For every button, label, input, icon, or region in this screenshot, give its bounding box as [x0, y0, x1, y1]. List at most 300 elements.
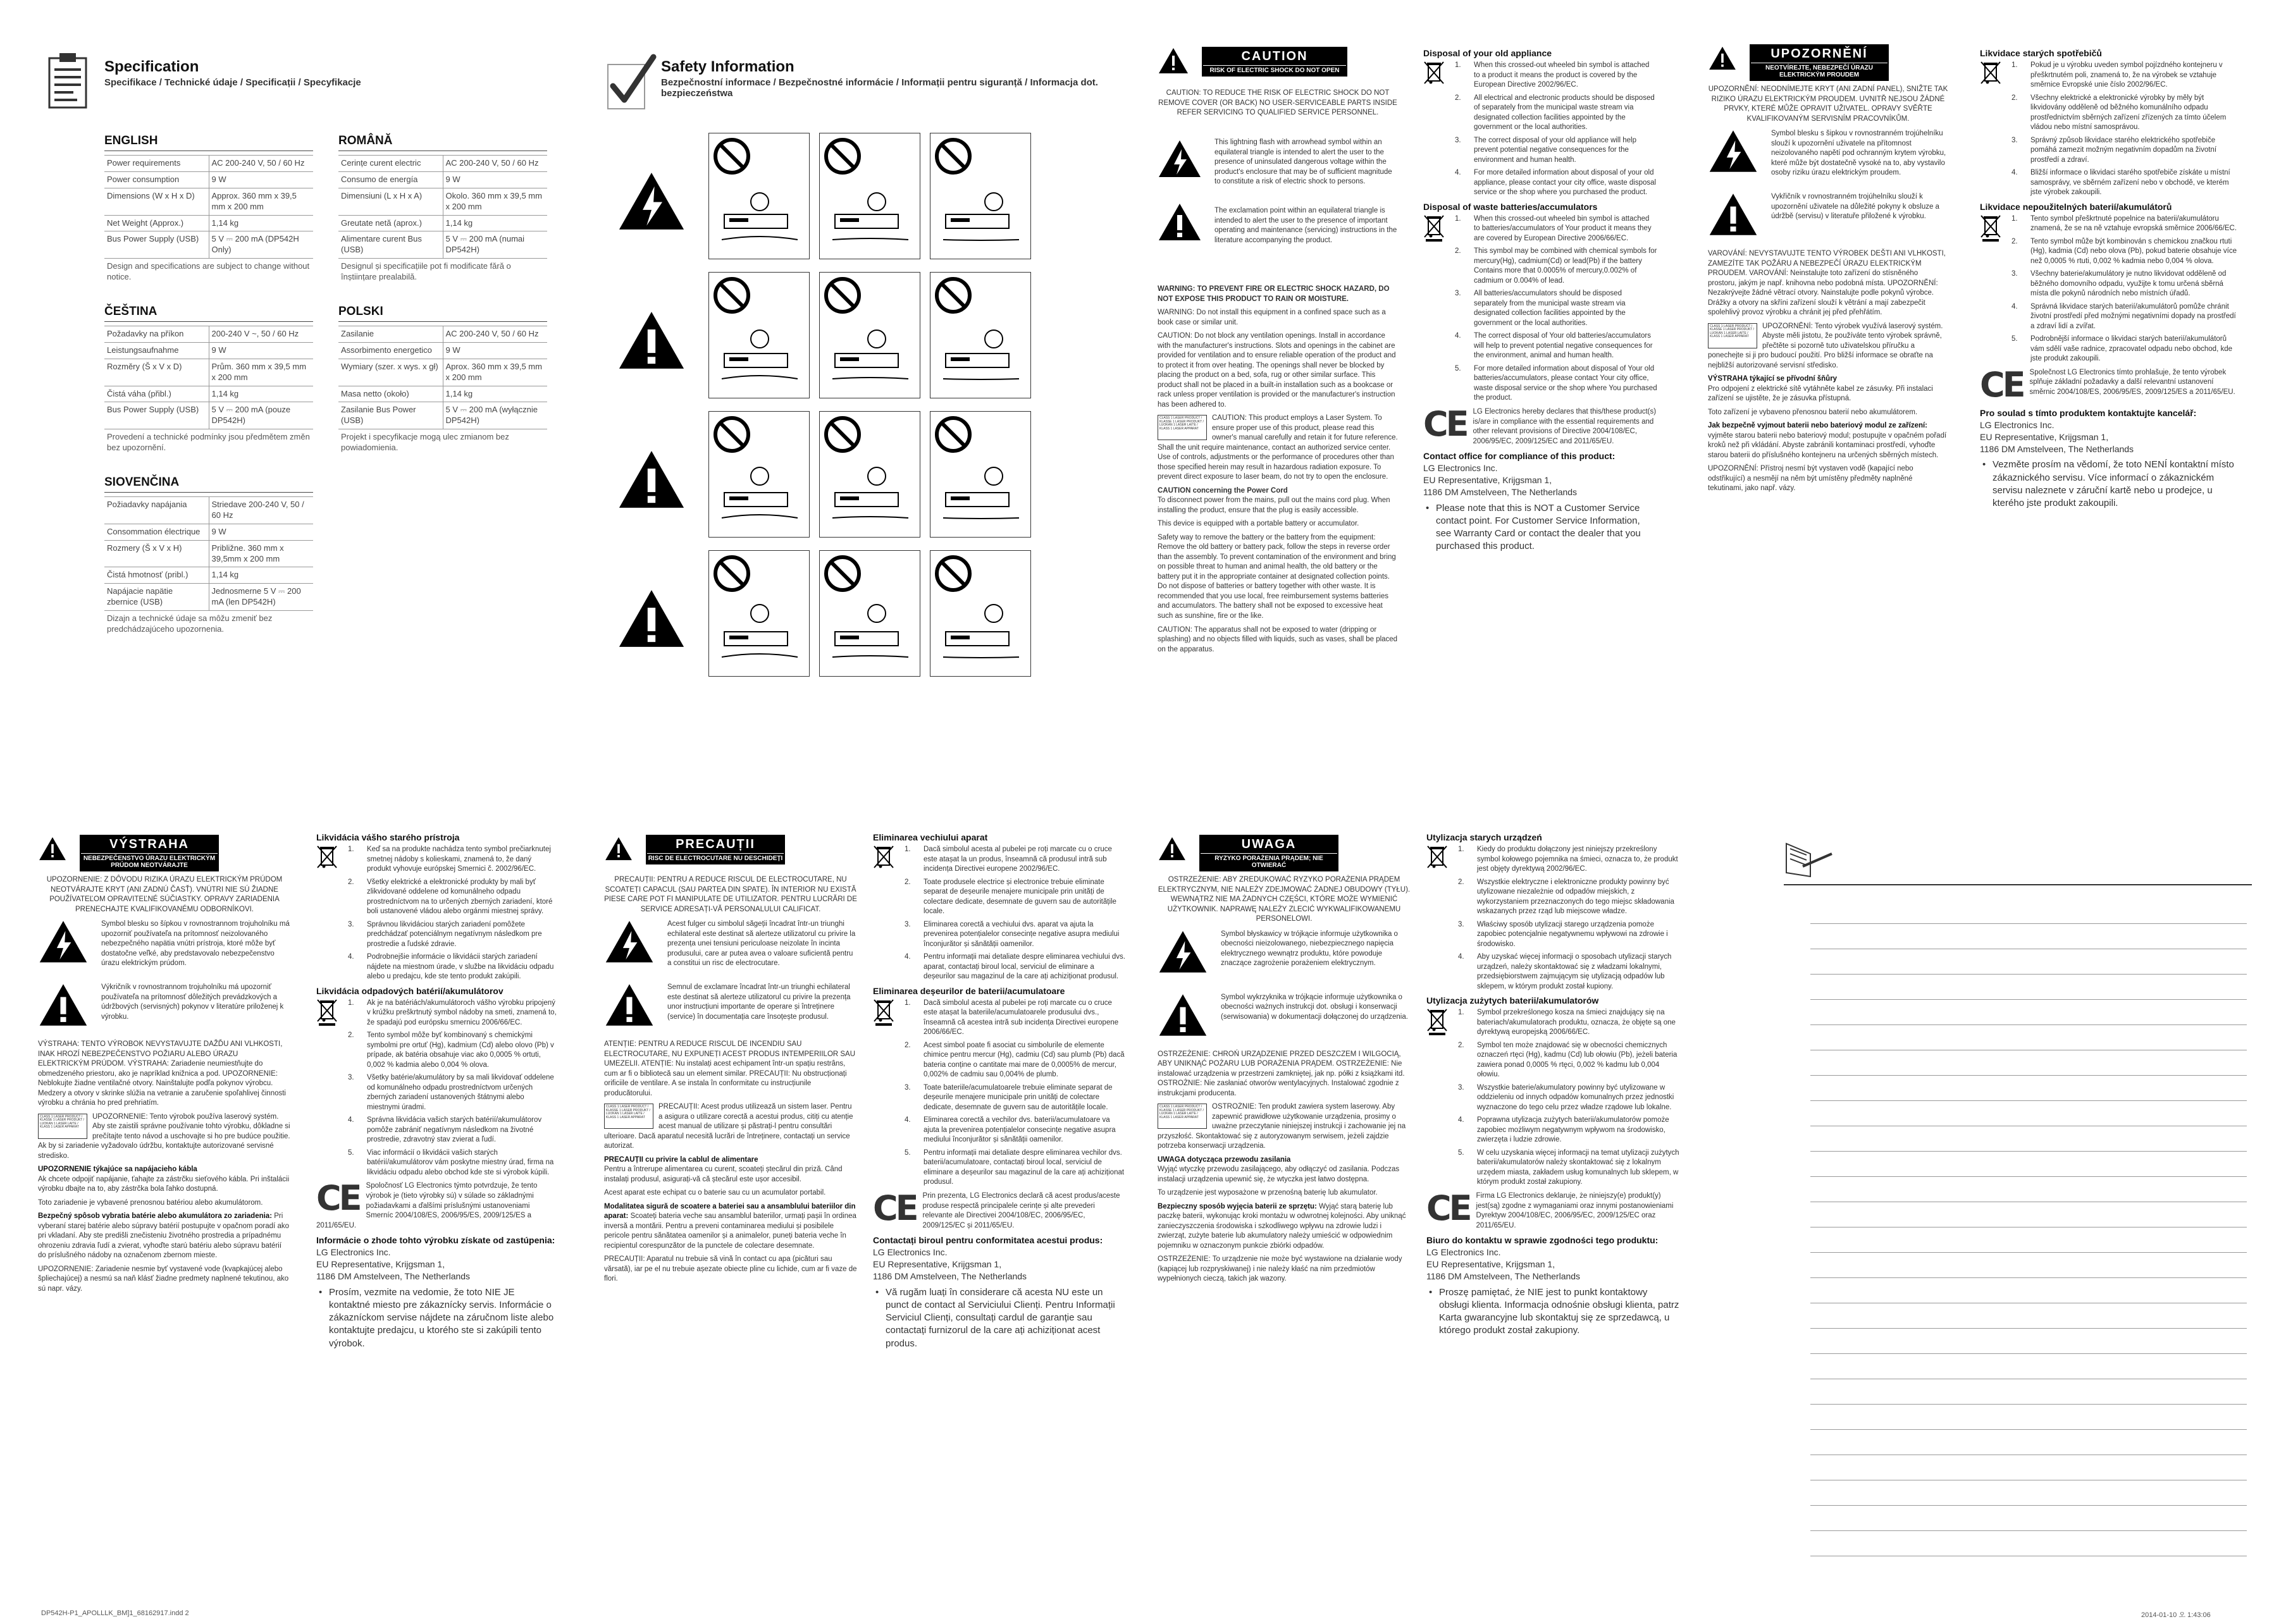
list-item: 4. Podrobnejšie informácie o likvidácii starých zariadení nájdete na miestnom úrade, v službe na likvidáciu odpadu alebo u predajcu, kde ste tento produkt zakúpili. [348, 953, 554, 981]
exclamation-text: The exclamation point within an equilateral triangle is intended to alert the user to the presence of important operating and maintenance (servicing) instructions in the literature accompanying the product. [1214, 207, 1397, 244]
ro-caution-column [604, 835, 857, 1581]
customer-service-note: • Prosím, vezmite na vedomie, že toto NIE JE kontaktné miesto pre zákaznícky servis. Informácie o zákazníckom servise nájdete na záručnom liste alebo kontaktujte predajcu, u ktorého ste si zakúpili tento výrobok. [316, 1286, 557, 1350]
lightning-text: Acest fulger cu simbolul săgeții încadrat într-un triunghi echilateral este destinat să alerteze utilizatorul cu privire la prezența unei tensiuni periculoase neizolate în incinta produsului, care ar putea avea o valoare suficientă pentru a constitui un risc de electrocutare. [667, 920, 856, 968]
safety-pictogram [819, 133, 920, 259]
list-item: 2. Symbol ten może znajdować się w obecności chemicznych oznaczeń rtęci (Hg), kadmu (Cd) lub ołowiu (Pb), jeżeli bateria zawiera ponad 0,0005 % rtęci, 0,002 % kadmu lub 0,004 ołowiu. [1458, 1041, 1678, 1079]
table-row: Rozmery (Š x V x H) Približne. 360 mm x 39,5mm x 200 mm [104, 540, 313, 567]
disposal-heading: Eliminarea deșeurilor de baterii/acumulatoare [873, 985, 1065, 996]
table-row: Bus Power Supply (USB) 5 V ⎓ 200 mA (DP542H Only) [104, 231, 313, 259]
list-item: 4. Aby uzyskać więcej informacji o sposobach utylizacji starych urządzeń, należy skontaktować się z władzami lokalnymi, przedsiębiorstwem zajmującym się utylizacją odpadów lub sklepem, w którym produkt został kupiony. [1458, 953, 1672, 990]
lightning-warning-icon [1158, 139, 1202, 178]
warning-paragraph: UPOZORNĚNÍ: Přístroj nesmí být vystaven vodě (kapající nebo odstřikující) a nesmějí na něm být umístěny předměty naplněné tekutinami, jako např. vázy. [1708, 465, 1913, 493]
ce-mark: CE [1980, 367, 2024, 403]
contact-heading: Contactați biroul pentru conformitatea acestui produs: [873, 1235, 1103, 1246]
table-row: Zasilanie Bus Power (USB) 5 V ⎓ 200 mA (wyłącznie DP542H) [338, 402, 547, 429]
laser-paragraph: CLASS 1 LASER PRODUCT / KLASSE 1 LASER PRODUKT / LUOKAN 1 LASER LAITE / KLASS 1 LASER APPARAT OSTROŻNIE: Ten produkt zawiera system laserowy. Aby zapewnić prawidłowe użytkowanie urządzenia, prosimy o uważne przeczytanie niniejszej instrukcji i zachowanie jej na przyszłość. Skontaktować się z autoryzowanym serwisem, jeżeli zajdzie potrzeba konserwacji urządzenia. [1158, 1103, 1406, 1150]
address-line: EU Representative, Krijgsman 1, [1980, 431, 2109, 442]
spec-table [338, 155, 547, 285]
list-item: 2. Acest simbol poate fi asociat cu simbolurile de elemente chimice pentru mercur (Hg), cadmiu (Cd) sau plumb (Pb) dacă bateria conține o cantitate mai mare de 0,0005% de mercur, 0,002% de cadmiu sau 0,004% de plumb. [905, 1041, 1125, 1079]
address-line: 1186 DM Amstelveen, The Netherlands [873, 1270, 1027, 1281]
table-row: Zasilanie AC 200-240 V, 50 / 60 Hz [338, 326, 547, 343]
device-illustration-icon [826, 461, 915, 531]
safety-pictogram [930, 411, 1031, 538]
address-line: LG Electronics Inc. [316, 1246, 391, 1257]
device-illustration-icon [937, 322, 1025, 391]
cz-disposal-column [1980, 44, 2239, 772]
safety-pictogram [708, 550, 810, 677]
exclamation-text: Výkričník v rovnostrannom trojuholníku má upozorniť používateľa na prítomnosť dôležitých prevádzkových a údržbových (servisných) pokynov v literatúre priloženej k výrobku. [101, 983, 284, 1021]
note-line [1810, 1530, 2247, 1531]
device-illustration-icon [715, 322, 804, 391]
prohibition-icon [824, 555, 862, 593]
crossed-bin-icon [873, 999, 894, 1026]
lang-heading: ČEŠTINA [104, 305, 313, 322]
table-row: Rozměry (Š x V x D) Prům. 360 mm x 39,5 mm x 200 mm [104, 359, 313, 386]
safety-pictogram [930, 272, 1031, 398]
spec-title: Specification [104, 58, 199, 75]
crossed-bin-icon [1423, 214, 1445, 242]
list-item: 3. The correct disposal of your old appliance will help prevent potential negative consequences for the environment and human health. [1455, 136, 1636, 164]
contact-block [873, 1234, 1126, 1283]
address-line: EU Representative, Krijgsman 1, [1423, 474, 1552, 485]
device-illustration-icon [715, 183, 804, 252]
caution-label: UWAGA RYZYKO PORAŻENIA PRĄDEM; NIE OTWIERAĆ [1199, 835, 1338, 871]
contact-heading: Pro soulad s tímto produktem kontaktujte kancelář: [1980, 407, 2197, 418]
list-item: 1. Dacă simbolul acesta al pubelei pe roți marcate cu o cruce este atașat la un produs, înseamnă că produsul intră sub incidența Directivei europene 2002/96/EC. [905, 846, 1112, 873]
checkmark-icon [604, 51, 661, 114]
list-item: 1. When this crossed-out wheeled bin symbol is attached to batteries/accumulators of Your product it means they are covered by European Directive 2006/66/EC. [1455, 214, 1652, 242]
ce-declaration: CE Společnost LG Electronics tímto prohlašuje, že tento výrobek splňuje základní požadavky a další relevantní ustanovení směrnic 2004/108/ES, 2006/95/ES, 2009/125/ES a 2011/65/EU. [1980, 367, 2235, 403]
spec-table [338, 326, 547, 456]
safety-pictogram-grid [604, 133, 1129, 765]
note-line [1810, 1277, 2247, 1278]
spec-note: Projekt i specyfikacje mogą ulec zmianom bez powiadomienia. [341, 432, 509, 453]
lightning-text: This lightning flash with arrowhead symbol within an equilateral triangle is intended to alert the user to the presence of uninsulated dangerous voltage within the product's enclosure that may be of sufficient magnitude to constitute a risk of electric shock to persons. [1214, 138, 1392, 186]
warning-paragraph: Acest aparat este echipat cu o baterie sau cu un acumulator portabil. [604, 1189, 826, 1197]
note-line [1810, 1429, 2247, 1430]
safety-subtitle: Bezpečnostní informace / Bezpečnostné informácie / Informații pentru siguranță / Informacja dot. bezpieczeństwa [661, 77, 1098, 99]
table-row: Net Weight (Approx.) 1,14 kg [104, 215, 313, 231]
power-cord-heading: UWAGA dotycząca przewodu zasilania [1158, 1155, 1291, 1164]
ro-disposal-column [873, 828, 1126, 1575]
laser-paragraph: CLASS 1 LASER PRODUCT / KLASSE 1 LASER PRODUKT / LUOKAN 1 LASER LAITE / KLASS 1 LASER APPARAT UPOZORNĚNÍ: Tento výrobek využívá laserový systém. Abyste měli jistotu, že používáte tento výrobek správně, přečtěte si pozorně tuto uživatelskou příručku a ponechejte si ji pro budoucí použití. Pro bližší informace se obraťte na nejbližší autorizované servisní středisko. [1708, 322, 1943, 369]
pl-disposal-column [1426, 828, 1679, 1575]
battery-list [1423, 214, 1657, 403]
laser-label: CLASS 1 LASER PRODUCT / KLASSE 1 LASER PRODUKT / LUOKAN 1 LASER LAITE / KLASS 1 LASER APPARAT [1708, 323, 1757, 348]
note-line [1810, 974, 2247, 975]
battery-list [316, 999, 557, 1178]
battery-removal-paragraph: Bezpečný spôsob vybratia batérie alebo akumulátora zo zariadenia: Pri vyberaní starej batérie alebo súpravy batérií postupujte v opačnom poradí ako pri vkladaní. Aby ste predišli znečisteniu životného prostredia a prípadnému ohrozeniu zdravia ľudí a zvierat, vyhoďte starú batériu alebo súpravu batérií do príslušného nádoby na označenom zbernom mieste. [38, 1212, 289, 1260]
customer-service-note: • Please note that this is NOT a Customer Service contact point. For Customer Service Information, see Warranty Card or contact the dealer that you purchased this product. [1423, 502, 1657, 553]
power-cord-heading: CAUTION concerning the Power Cord [1158, 486, 1288, 495]
list-item: 3. All batteries/accumulators should be disposed separately from the municipal waste stream via designated collection facilities appointed by the government or the local authorities. [1455, 290, 1626, 327]
prohibition-icon [824, 276, 862, 314]
prohibition-icon [934, 276, 972, 314]
prohibition-icon [934, 415, 972, 453]
device-illustration-icon [826, 600, 915, 670]
warning-paragraph: OSTRZEŻENIE: To urządzenie nie może być wystawione na działanie wody (kapiącej lub rozpryskiwanej) i nie należy kłaść na nim przedmiotów wypełnionych cieczą, takich jak wazony. [1158, 1255, 1402, 1283]
spec-panel [38, 44, 557, 715]
warning-paragraph: OSTRZEŻENIE: CHROŃ URZĄDZENIE PRZED DESZCZEM I WILGOCIĄ, ABY UNIKNĄĆ POŻARU LUB PORAŻENIA PRĄDEM. OSTRZEŻENIE: Nie instalować urządzenia w przestrzeni zamkniętej, jak np. półki z książkami itd. OSTROŻNIE: Nie zasłaniać otworów wentylacyjnych. Instalować zgodnie z instrukcjami producenta. [1158, 1050, 1405, 1097]
address-line: 1186 DM Amstelveen, The Netherlands [1423, 486, 1578, 497]
table-row: Wymiary (szer. x wys. x gł) Aprox. 360 mm x 39,5 mm x 200 mm [338, 359, 547, 386]
laser-paragraph: CLASS 1 LASER PRODUCT / KLASSE 1 LASER PRODUKT / LUOKAN 1 LASER LAITE / KLASS 1 LASER APPARAT CAUTION: This product employs a Laser System. To ensure proper use of this product, please read this owner's manual carefully and retain it for future reference. Shall the unit require maintenance, contact an authorized service center. Use of controls, adjustments or the performance of procedures other than those specified herein may result in hazardous radiation exposure. To prevent direct exposure to laser beam, do not try to open the enclosure. [1158, 414, 1398, 481]
exclamation-warning-icon [1708, 192, 1758, 237]
table-row: Power requirements AC 200-240 V, 50 / 60 Hz [104, 156, 313, 172]
disposal-list [316, 845, 557, 982]
exclamation-warning-icon [1158, 993, 1208, 1037]
pl-caution-column [1158, 835, 1411, 1581]
customer-service-note: • Proszę pamiętać, że NIE jest to punkt kontaktowy obsługi klienta. Informacja odnośnie obsługi klienta, patrz Karta gwarancyjne lub skontaktuj się ze sprzedawcą, u którego produkt został zakupiony. [1426, 1286, 1679, 1338]
warning-paragraph: ATENȚIE: PENTRU A REDUCE RISCUL DE INCENDIU SAU ELECTROCUTARE, NU EXPUNEȚI ACEST PRODUS INTEMPERIILOR SAU UMEZELII. ATENȚIE: Nu instalați acest echipament într-un spațiu restrâns, cum ar fi o bibliotecă sau un element similar. PRECAUȚII: Nu obstrucționați orificiile de ventilare. A se instala în conformitate cu instrucțiunile producătorului. [604, 1040, 856, 1097]
disposal-heading: Likvidace nepoužitelných baterií/akumulátorů [1980, 201, 2172, 212]
table-row: Požiadavky napájania Striedave 200-240 V, 50 / 60 Hz [104, 497, 313, 524]
safety-pictogram [819, 550, 920, 677]
note-line [1810, 1100, 2247, 1101]
customer-service-note: • Vezměte prosím na vědomí, že toto NENÍ kontaktní místo zákaznického servisu. Více informací o zákaznickém servisu naleznete v záruční kartě nebo u prodejce, u kterého jste produkt zakoupili. [1980, 458, 2239, 510]
list-item: 3. Všechny baterie/akumulátory je nutno likvidovat odděleně od běžného domovního odpadu, využijte k tomu určená sběrná místa dle pokynů národních nebo místních úřadů. [2011, 270, 2227, 298]
exclamation-warning-icon [1158, 202, 1202, 242]
safety-panel [604, 44, 1129, 790]
warning-paragraph: Safety way to remove the battery or the battery from the equipment: Remove the old battery or battery pack, follow the steps in reverse order than the assembly. To prevent contamination of the environment and bring on possible threat to human and animal health, the old battery or the battery put it in the appropriate container at designated collection points. Do not dispose of batteries or battery together with other waste. It is recommended that you use local, free reimbursement systems batteries and accumulators. The battery shall not be exposed to excessive heat such as sunshine, fire or the like. [1158, 533, 1396, 620]
device-illustration-icon [826, 183, 915, 252]
caution-lead: CAUTION: TO REDUCE THE RISK OF ELECTRIC SHOCK DO NOT REMOVE COVER (OR BACK) NO USER-SERVICEABLE PARTS INSIDE REFER SERVICING TO QUALIFIED SERVICE PERSONNEL. [1158, 89, 1397, 117]
disposal-heading: Utylizacja starych urządzeń [1426, 832, 1542, 842]
cz-caution-column [1708, 44, 1948, 772]
list-item: 4. Poprawna utylizacja zużytych baterii/akumulatorów pomoże zapobiec możliwym negatywnym wpływom na środowisko, zwierzęta i ludzie zdrowie. [1458, 1116, 1669, 1144]
list-item: 3. Wszystkie baterie/akumulatory powinny być utylizowane w oddzieleniu od innych odpadów komunalnych przez jednostki wyznaczone do tego celu przez władze rządowe lub lokalne. [1458, 1083, 1674, 1111]
contact-block [1980, 407, 2239, 455]
warning-triangle-icon [1708, 46, 1737, 71]
list-item: 1. Pokud je u výrobku uveden symbol pojízdného kontejneru v přeškrtnutém poli, znamená to, že na výrobek se vztahuje směrnice Evropské unie číslo 2002/96/EC. [2011, 61, 2223, 89]
crossed-bin-icon [1980, 214, 2001, 242]
list-item: 2. All electrical and electronic products should be disposed of separately from the municipal waste stream via designated collection facilities appointed by the government or the local authorities. [1455, 94, 1655, 132]
list-item: 4. Pentru informații mai detaliate despre eliminarea vechiului dvs. aparat, contactați biroul local, serviciul de eliminare a deșeurilor sau magazinul de la care ați achiziționat produsul. [905, 953, 1125, 981]
safety-pictogram [708, 272, 810, 398]
customer-service-note: • Vă rugăm luați în considerare că acesta NU este un punct de contact al Serviciului Clienți. Pentru Informații Serviciul Clienți, consultați cardul de garanție sau contactați furnizorul de la care ați achiziționat acest produs. [873, 1286, 1126, 1350]
footer-timestamp: 2014-01-10 오 1:43:06 [2141, 1611, 2211, 1619]
list-item: 2. Všechny elektrické a elektronické výrobky by měly být likvidovány odděleně od běžného komunálního odpadu prostřednictvím sběrných zařízení zřízených za tímto účelem vládou nebo místní samosprávou. [2011, 94, 2227, 132]
safety-pictogram [930, 550, 1031, 677]
en-disposal-column [1423, 44, 1657, 772]
laser-label: CLASS 1 LASER PRODUCT / KLASSE 1 LASER PRODUKT / LUOKAN 1 LASER LAITE / KLASS 1 LASER APPARAT [1158, 415, 1207, 440]
list-item: 2. Všetky elektrické a elektronické produkty by mali byť zlikvidované oddelene od komunálneho odpadu prostredníctvom na to určených zberných zariadení, ktoré boli ustanovené vládou alebo orgánmi miestnej správy. [348, 878, 553, 916]
disposal-heading: Likvidácia odpadových batérií/akumulátorov [316, 985, 504, 996]
disposal-heading: Eliminarea vechiului aparat [873, 832, 988, 842]
battery-list [873, 999, 1126, 1188]
table-row: Dimensiuni (L x H x A) Okolo. 360 mm x 39,5 mm x 200 mm [338, 188, 547, 215]
disposal-list [1423, 61, 1657, 198]
contact-heading: Biuro do kontaktu w sprawie zgodności tego produktu: [1426, 1235, 1659, 1246]
laser-paragraph: CLASS 1 LASER PRODUCT / KLASSE 1 LASER PRODUKT / LUOKAN 1 LASER LAITE / KLASS 1 LASER APPARAT PRECAUȚII: Acest produs utilizează un sistem laser. Pentru a asigura o utilizare corectă a acestui produs, citiți cu atenție acest manual de utilizare și păstrați-l pentru consultări ulterioare. Dacă aparatul necesită lucrări de întreținere, contactați un service autorizat. [604, 1103, 853, 1150]
ce-mark: CE [1423, 407, 1467, 444]
table-row: Assorbimento energetico 9 W [338, 342, 547, 359]
table-row: Napájacie napätie zbernice (USB) Jednosmerne 5 V ⎓ 200 mA (len DP542H) [104, 584, 313, 611]
spec-subtitle: Specifikace / Technické údaje / Specificații / Specyfikacje [104, 77, 361, 88]
list-item: 5. W celu uzyskania więcej informacji na temat utylizacji zużytych baterii/akumulatorów należy skontaktować się z lokalnym urzędem miasta, zakładem usług komunalnych lub sklepem, w którym produkt został zakupiony. [1458, 1148, 1679, 1186]
exclamation-warning-icon [617, 588, 686, 649]
note-line [1810, 1404, 2247, 1405]
ce-declaration: CE Spoločnosť LG Electronics týmto potvrdzuje, že tento výrobok je (tieto výrobky sú) v súlade so základnými požiadavkami a ďalšími príslušnými ustanoveniami Smerníc 2004/108/ES, 2006/95/ES, 2009/125/ES a 2011/65/EU. [316, 1181, 538, 1229]
ce-declaration: CE Firma LG Electronics deklaruje, że niniejszy(e) produkt(y) jest(są) zgodne z wymaganiami oraz innymi postanowieniami Dyrektyw 2004/108/EC, 2006/95/EC, 2009/125/EC oraz 2011/65/EU. [1426, 1191, 1674, 1229]
table-row: Power consumption 9 W [104, 171, 313, 188]
lightning-warning-icon [604, 920, 655, 964]
warning-paragraph: VAROVÁNÍ: NEVYSTAVUJTE TENTO VÝROBEK DEŠTI ANI VLHKOSTI, ZAMEZÍTE TAK POŽÁRU A NEBEZPEČÍ ÚRAZU ELEKTRICKÝM PROUDEM. VAROVÁNÍ: Neinstalujte toto zařízení do stísněného prostoru, jakým je např. knihovna nebo podobná místa. UPOZORNĚNÍ: Nezakrývejte žádné větrací otvory. Nainstalujte podle pokynů výrobce. Drážky a otvory na skříni zařízení slouží k větrání a mají zabezpečit spolehlivý provoz výrobku a chránit jej před přehřátím. [1708, 250, 1946, 317]
disposal-list [873, 845, 1126, 982]
spec-english [104, 126, 313, 285]
warning-paragraph: To urządzenie jest wyposażone w przenośną baterię lub akumulator. [1158, 1189, 1378, 1197]
caution-label: PRECAUȚII RISC DE ELECTROCUTARE NU DESCHIDEȚI [646, 835, 785, 864]
warning-paragraph: Toto zariadenie je vybavené prenosnou batériou alebo akumulátorom. [38, 1198, 263, 1207]
table-row: Cerințe curent electric AC 200-240 V, 50 / 60 Hz [338, 156, 547, 172]
note-line [1810, 1151, 2247, 1152]
list-item: 3. Eliminarea corectă a vechiului dvs. aparat va ajuta la prevenirea potențialelor consecințe negative asupra mediului înconjurător și sănătății oamenilor. [905, 920, 1120, 948]
list-item: 1. Ak je na batériách/akumulátoroch vášho výrobku pripojený v krúžku preškrtnutý symbol nádoby na smeti, znamená to, že spadajú pod európsku smernicu 2006/66/EC. [348, 999, 557, 1026]
table-row: Požadavky na příkon 200-240 V ~, 50 / 60 Hz [104, 326, 313, 343]
ce-mark: CE [873, 1191, 917, 1228]
note-line [1810, 1252, 2247, 1253]
disposal-list [1980, 61, 2239, 198]
ce-mark: CE [1426, 1191, 1470, 1228]
table-row: Čistá hmotnosť (pribl.) 1,14 kg [104, 567, 313, 584]
exclamation-text: Semnul de exclamare încadrat într-un triunghi echilateral este destinat să alerteze utilizatorul cu privire la prezența unor instrucțiuni importante de operare și întreținere (service) în documentația care însoțește produsul. [667, 983, 851, 1021]
list-item: 5. Viac informácií o likvidácii vašich starých batérií/akumulátorov vám poskytne miestny úrad, firma na likvidáciu odpadu alebo obchod kde ste si výrobok kúpili. [348, 1148, 554, 1176]
address-line: LG Electronics Inc. [873, 1246, 948, 1257]
lang-heading: POLSKI [338, 305, 547, 322]
caution-label: UPOZORNĚNÍ NEOTVÍREJTE, NEBEZPEČÍ ÚRAZU ELEKTRICKÝM PROUDEM [1750, 44, 1889, 81]
note-line [1810, 1024, 2247, 1025]
warning-paragraph: Pro odpojení z elektrické sítě vytáhněte kabel ze zásuvky. Při instalaci zařízení se ujistěte, že je zásuvka přístupná. [1708, 384, 1933, 403]
prohibition-icon [713, 137, 751, 175]
lang-heading: ROMÂNĂ [338, 134, 547, 151]
lightning-warning-icon [1708, 129, 1758, 173]
contact-heading: Informácie o zhode tohto výrobku získate od zastúpenia: [316, 1235, 555, 1246]
warning-paragraph: CAUTION: The apparatus shall not be exposed to water (dripping or splashing) and no objects filled with liquids, such as vases, shall be placed on the apparatus. [1158, 625, 1398, 653]
list-item: 4. For more detailed information about disposal of your old appliance, please contact your city office, waste disposal service or the shop where you purchased the product. [1455, 169, 1657, 197]
address-line: 1186 DM Amstelveen, The Netherlands [316, 1270, 471, 1281]
contact-heading: Contact office for compliance of this product: [1423, 451, 1616, 462]
crossed-bin-icon [873, 845, 894, 873]
list-item: 3. Všetky batérie/akumulátory by sa mali likvidovať oddelene od komunálneho odpadu prostredníctvom určených zberných zariadení ustanovených štátnymi alebo miestnymi úradmi. [348, 1074, 554, 1111]
exclamation-text: Symbol wykrzyknika w trójkącie informuje użytkownika o obecności ważnych instrukcji dot. obsługi i konserwacji (serwisowania) w dokumentacji dołączonej do urządzenia. [1221, 993, 1408, 1021]
caution-lead: PRECAUȚII: PENTRU A REDUCE RISCUL DE ELECTROCUTARE, NU SCOATEȚI CAPACUL (SAU PARTEA DIN SPATE). ÎN INTERIOR NU EXISTĂ PIESE CARE POT FI MANIPULATE DE UTILIZATOR. PENTRU LUCRĂRI DE SERVICE ADRESAȚI-VĂ PERSONALULUI CALIFICAT. [604, 876, 857, 913]
ce-declaration: CE Prin prezenta, LG Electronics declară că acest produs/aceste produse respectă principalele cerințe și alte prevederi relevante ale Directivei 2004/108/EC, 2006/95/EC, 2009/125/EC și 2011/65/EU. [873, 1191, 1120, 1229]
list-item: 1. Kiedy do produktu dołączony jest niniejszy przekreślony symbol kołowego pojemnika na śmieci, oznacza to, że produkt jest objęty dyrektywą 2002/96/EC. [1458, 846, 1678, 873]
crossed-bin-icon [316, 999, 338, 1026]
lightning-warning-icon [38, 920, 89, 964]
laser-label: CLASS 1 LASER PRODUCT / KLASSE 1 LASER PRODUKT / LUOKAN 1 LASER LAITE / KLASS 1 LASER APPARAT [38, 1114, 87, 1139]
list-item: 3. Właściwy sposób utylizacji starego urządzenia pomoże zapobiec potencjalnie negatywnemu wpływowi na zdrowie i środowisko. [1458, 920, 1668, 948]
battery-removal-paragraph: Jak bezpečně vyjmout baterii nebo bateriový modul ze zařízení: vyjměte starou baterii nebo bateriový modul; postupujte v opačném pořadí kroků než při vkládání. Abyste zabránili kontaminaci prostředí, vyhoďte starou baterii do příslušného kontejneru na určených sběrných místech. [1708, 422, 1947, 459]
warning-paragraph: Wyjąć wtyczkę przewodu zasilającego, aby odłączyć od zasilania. Podczas instalacji urządzenia upewnić się, że wtyczka jest łatwo dostępna. [1158, 1166, 1400, 1183]
list-item: 1. Dacă simbolul acesta al pubelei pe roți marcate cu o cruce este atașat la bateriile/acumulatoarele produsului dvs., înseamnă că acestea intră sub incidența Directivei europene 2006/66/EC. [905, 999, 1119, 1037]
exclamation-warning-icon [617, 449, 686, 510]
warning-triangle-icon [38, 836, 67, 861]
list-item: 2. Tento symbol môže byť kombinovaný s chemickými symbolmi pre ortuť (Hg), kadmium (Cd) alebo olovo (Pb) v prípade, ak batéria obsahuje viac ako 0,0005 % ortuti, 0,002 % kadmia alebo 0,004 % olova. [348, 1031, 554, 1069]
list-item: 3. Správný způsob likvidace starého elektrického spotřebiče pomáhá zamezit možným negativním dopadům na životní prostředí a zdraví. [2011, 136, 2217, 164]
safety-pictogram [708, 133, 810, 259]
spec-note: Designul și specificațiile pot fi modificate fără o înștiințare prealabilă. [341, 261, 511, 282]
table-row: Dimensions (W x H x D) Approx. 360 mm x 39,5 mm x 200 mm [104, 188, 313, 215]
device-illustration-icon [937, 183, 1025, 252]
address-line: EU Representative, Krijgsman 1, [873, 1258, 1002, 1269]
list-item: 4. Správná likvidace starých baterií/akumulátorů pomůže chránit životní prostředí před možnými negativními dopady na prostředí a zdraví lidí a zvířat. [2011, 302, 2236, 330]
warning-triangle-icon [1158, 47, 1189, 75]
list-item: 4. Eliminarea corectă a vechilor dvs. baterii/acumulatoare va ajuta la prevenirea potențialelor consecințe negative asupra mediului înconjurător și sănătății oamenilor. [905, 1116, 1116, 1144]
spec-polish [338, 297, 547, 456]
device-illustration-icon [826, 322, 915, 391]
table-row: Consommation électrique 9 W [104, 524, 313, 540]
disposal-heading: Likvidácia vášho starého prístroja [316, 832, 460, 842]
address-line: EU Representative, Krijgsman 1, [1426, 1258, 1555, 1269]
prohibition-icon [824, 137, 862, 175]
warning-paragraph: WARNING: TO PREVENT FIRE OR ELECTRIC SHOCK HAZARD, DO NOT EXPOSE THIS PRODUCT TO RAIN OR MOISTURE. [1158, 285, 1390, 303]
warning-paragraph: Ak chcete odpojiť napájanie, ťahajte za zástrčku sieťového kábla. Pri inštalácii výrobku dbajte na to, aby zástrčka bola ľahko dostupná. [38, 1175, 290, 1193]
ce-declaration: CE LG Electronics hereby declares that this/these product(s) is/are in compliance with the essential requirements and other relevant provisions of Directive 2004/108/EC, 2006/95/EC, 2009/125/EC and 2011/65/EU. [1423, 407, 1657, 445]
spec-note: Provedení a technické podmínky jsou předmětem změn bez upozornění. [107, 432, 310, 453]
list-item: 2. Toate produsele electrice și electronice trebuie eliminate separat de deșeurile menajere municipale prin unități de colectare dedicate, desemnate de guvern sau de autoritățile locale. [905, 878, 1116, 916]
clipboard-icon [44, 49, 95, 113]
exclamation-warning-icon [604, 983, 655, 1027]
list-item: 3. Správnou likvidáciou starých zariadení pomôžete predchádzať potenciálnym negatívnym následkom pre prostredie a ľudské zdravie. [348, 920, 542, 948]
lightning-text: Symbol blesku so šípkou v rovnostrannom trojuholníku má upozorniť používateľa na prítomnosť neizolovaného nebezpečného napätia vnútri prístroja, ktoré môže byť dostatočne veľké, aby predstavovalo nebezpečenstvo úrazu elektrickým prúdom. [101, 920, 290, 968]
exclamation-text: Vykřičník v rovnostranném trojúhelníku slouží k upozornění uživatele na důležité pokyny k obsluze a údržbě (servisu) v literatuře přiložené k výrobku. [1771, 193, 1939, 221]
disposal-list [1426, 845, 1679, 992]
exclamation-warning-icon [617, 310, 686, 371]
battery-list [1426, 1008, 1679, 1188]
warning-paragraph: UPOZORNENIE: Zariadenie nesmie byť vystavené vode (kvapkajúcej alebo špliechajúcej) a nesmú sa naň klásť žiadne predmety naplnené tekutinou, ako sú napr. vázy. [38, 1265, 289, 1293]
spec-table [104, 496, 313, 637]
prohibition-icon [713, 555, 751, 593]
safety-pictogram [819, 411, 920, 538]
address-line: LG Electronics Inc. [1980, 419, 2055, 430]
spec-czech [104, 297, 313, 456]
device-illustration-icon [715, 600, 804, 670]
table-row: Masa netto (około) 1,14 kg [338, 386, 547, 402]
warning-triangle-icon [604, 836, 633, 861]
disposal-heading: Utylizacja zużytych baterii/akumulatorów [1426, 995, 1599, 1006]
list-item: 1. Symbol przekreślonego kosza na śmieci znajdujący się na bateriach/akumulatorach produktu, oznacza, że objęte są one dyrektywą europejską 2006/66/EC. [1458, 1009, 1676, 1037]
safety-pictogram [930, 133, 1031, 259]
list-item: 4. Správna likvidácia vašich starých batérií/akumulátorov pomôže zabrániť negatívnym následkom na životné prostredie, zdravotný stav zvierat a ľudí. [348, 1116, 542, 1144]
list-item: 5. Podrobnější informace o likvidaci starých baterií/akumulátorů vám sdělí vaše radnice, zpracovatel odpadu nebo obchod, kde jste produkt zakoupili. [2011, 335, 2233, 363]
warning-paragraph: Toto zařízení je vybaveno přenosnou baterií nebo akumulátorem. [1708, 408, 1918, 416]
list-item: 1. Keď sa na produkte nachádza tento symbol prečiarknutej smetnej nádoby s kolieskami, znamená to, že daný produkt vyhovuje európskej Smernici č. 2002/96/EC. [348, 846, 551, 873]
device-illustration-icon [937, 461, 1025, 531]
list-item: 5. Pentru informații mai detaliate despre eliminarea vechilor dvs. baterii/acumulatoare, contactați biroul local, serviciul de eliminare a deșeurilor sau magazinul de la care ați achiziționat produsul. [905, 1148, 1125, 1186]
list-item: 2. Wszystkie elektryczne i elektroniczne produkty powinny być utylizowane niezależnie od odpadów miejskich, z wykorzystaniem przeznaczonych do tego miejsc składowania wskazanych przez rząd lub miejscowe władze. [1458, 878, 1674, 916]
warning-paragraph: VÝSTRAHA: TENTO VÝROBOK NEVYSTAVUJTE DAŽĎU ANI VLHKOSTI, INAK HROZÍ NEBEZPEČENSTVO POŽIARU ALEBO ÚRAZU ELEKTRICKÝM PRÚDOM. VÝSTRAHA: Zariadenie neumiestňujte do obmedzeného priestoru, ako je napríklad knižnica a pod. UPOZORNENIE: Neblokujte žiadne ventilačné otvory. Nainštalujte podľa pokynov výrobcu. Medzery a otvory v skrinke slúžia na vetranie a zaručenie spoľahlivej činnosti výrobku a chránia ho pred prehriatím. [38, 1040, 286, 1107]
address-line: LG Electronics Inc. [1426, 1246, 1501, 1257]
prohibition-icon [824, 415, 862, 453]
address-line: LG Electronics Inc. [1423, 462, 1498, 473]
list-item: 4. Bližší informace o likvidaci starého spotřebiče získáte u místní samosprávy, ve sběrném zařízení nebo v obchodě, ve kterém jste výrobek zakoupili. [2011, 169, 2230, 197]
footer-filename: DP542H-P1_APOLLLK_BM]1_68162917.indd 2 [41, 1609, 189, 1617]
crossed-bin-icon [1426, 845, 1448, 873]
contact-block [1426, 1234, 1679, 1283]
spec-slovak [104, 468, 313, 637]
table-row: Čistá váha (přibl.) 1,14 kg [104, 386, 313, 402]
list-item: 1. When this crossed-out wheeled bin symbol is attached to a product it means the product is covered by the European Directive 2002/96/EC. [1455, 61, 1650, 89]
power-cord-heading: UPOZORNENIE týkajúce sa napájacieho kábla [38, 1166, 197, 1174]
contact-block [316, 1234, 557, 1283]
safety-pictogram [708, 411, 810, 538]
sk-caution-column [38, 835, 291, 1581]
caution-lead: OSTRZEŻENIE: ABY ZREDUKOWAĆ RYZYKO PORAŻENIA PRĄDEM ELEKTRYCZNYM, NIE NALEŻY ZDEJMOWAĆ ŻADNEJ OBUDOWY (TYŁU). WEWNĄTRZ NIE MA ŻADNYCH CZĘŚCI, KTÓRE MOŻE WYMIENIĆ UŻYTKOWNIK. NAPRAWĘ NALEŻY ZLECIĆ WYKWALIFIKOWANEMU PERSONELOWI. [1158, 876, 1411, 923]
spec-table [104, 326, 313, 456]
safety-pictogram [819, 272, 920, 398]
notepad-icon [1784, 835, 1834, 879]
disposal-heading: Disposal of your old appliance [1423, 48, 1552, 58]
lightning-text: Symbol blesku s šipkou v rovnostranném trojúhelníku slouží k upozornění uživatele na přítomnost neizolovaného napětí pod ochranným krytem výrobku, které může být dostatečně vysoké na to, aby vystavilo osoby riziku úrazu elektrickým proudem. [1771, 130, 1946, 177]
caution-label: CAUTION RISK OF ELECTRIC SHOCK DO NOT OPEN [1202, 47, 1347, 77]
note-line [1810, 923, 2247, 924]
crossed-bin-icon [316, 845, 338, 873]
laser-label: CLASS 1 LASER PRODUCT / KLASSE 1 LASER PRODUKT / LUOKAN 1 LASER LAITE / KLASS 1 LASER APPARAT [1158, 1104, 1207, 1129]
table-row: Greutate netă (aprox.) 1,14 kg [338, 215, 547, 231]
lightning-warning-icon [1158, 930, 1208, 974]
address-line: 1186 DM Amstelveen, The Netherlands [1980, 443, 2134, 454]
table-row: Consumo de energía 9 W [338, 171, 547, 188]
prohibition-icon [934, 555, 972, 593]
device-illustration-icon [937, 600, 1025, 670]
list-item: 5. For more detailed information about disposal of Your old batteries/accumulators, please contact Your city office, waste disposal service or the shop where You purchased the product. [1455, 364, 1657, 402]
warning-paragraph: PRECAUȚII: Aparatul nu trebuie să vină în contact cu apa (picături sau vărsată), iar pe el nu trebuie așezate obiecte pline cu lichide, cum ar fi vaze de flori. [604, 1255, 857, 1283]
power-cord-heading: VÝSTRAHA týkající se přívodní šňůry [1708, 375, 1838, 383]
warning-paragraph: This device is equipped with a portable battery or accumulator. [1158, 520, 1359, 528]
address-line: EU Representative, Krijgsman 1, [316, 1258, 445, 1269]
warning-paragraph: CAUTION: Do not block any ventilation openings. Install in accordance with the manufacturer's instructions. Slots and openings in the cabinet are provided for ventilation and to ensure reliable operation of the product and to protect it from over heating. The openings shall never be blocked by placing the product on a bed, sofa, rug or other similar surface. This product shall not be placed in a built-in installation such as a bookcase or rack unless proper ventilation is provided or the manufacturer's instruction has been adhered to. [1158, 332, 1396, 409]
lightning-warning-icon [617, 171, 686, 231]
table-row: Bus Power Supply (USB) 5 V ⎓ 200 mA (pouze DP542H) [104, 402, 313, 429]
note-line [1810, 1353, 2247, 1354]
device-illustration-icon [715, 461, 804, 531]
exclamation-warning-icon [38, 983, 89, 1027]
prohibition-icon [713, 415, 751, 453]
spec-note: Dizajn a technické údaje sa môžu zmeniť bez predchádzajúceho upozornenia. [107, 613, 273, 634]
table-row: Leistungsaufnahme 9 W [104, 342, 313, 359]
disposal-heading: Likvidace starých spotřebičů [1980, 48, 2102, 58]
laser-label: CLASS 1 LASER PRODUCT / KLASSE 1 LASER PRODUKT / LUOKAN 1 LASER LAITE / KLASS 1 LASER APPARAT [604, 1104, 653, 1129]
caution-lead: UPOZORNĚNÍ: NEODNÍMEJTE KRYT (ANI ZADNÍ PANEL), SNIŽTE TAK RIZIKO ÚRAZU ELEKTRICKÝM PROUDEM. UVNITŘ NEJSOU ŽÁDNÉ PRVKY, KTERÉ MŮŽE OPRAVIT UŽIVATEL. OPRAVY SVĚŘTE KVALIFIKOVANÝM SERVISNÍM PRACOVNÍKŮM. [1708, 85, 1948, 123]
table-row: Alimentare curent Bus (USB) 5 V ⎓ 200 mA (numai DP542H) [338, 231, 547, 259]
list-item: 2. This symbol may be combined with chemical symbols for mercury(Hg), cadmium(Cd) or lead(Pb) if the battery Contains more that 0.0005% of mercury,0.002% of cadmium or 0.004% of lead. [1455, 247, 1657, 285]
list-item: 3. Toate bateriile/acumulatoarele trebuie eliminate separat de deșeurile menajere municipale prin unități de colectare dedicate, desemnate de guvern sau de autoritățile locale. [905, 1083, 1113, 1111]
warning-paragraph: WARNING: Do not install this equipment in a confined space such as a book case or similar unit. [1158, 309, 1386, 326]
warning-triangle-icon [1158, 836, 1187, 861]
lightning-text: Symbol błyskawicy w trójkącie informuje użytkownika o obecności nieizolowanego, niebezpiecznego napięcia elektrycznego wewnątrz produktu, które powoduje znaczące zagrożenie porażeniem elektrycznym. [1221, 930, 1398, 968]
ce-mark: CE [316, 1181, 360, 1219]
address-line: 1186 DM Amstelveen, The Netherlands [1426, 1270, 1581, 1281]
safety-title: Safety Information [661, 58, 794, 75]
prohibition-icon [934, 137, 972, 175]
battery-removal-paragraph: Modalitatea sigură de scoatere a bateriei sau a ansamblului bateriilor din aparat: Scoateți bateria veche sau ansamblul bateriilor, urmați pașii în ordinea inversă a montării. Pentru a preveni contaminarea mediului și posibilele pericole pentru sănătatea oamenilor și a animalelor, puneți bateria veche în recipientul corespunzător de la punctele de colectare desemnate. [604, 1202, 856, 1250]
crossed-bin-icon [1980, 61, 2001, 89]
warning-paragraph: Pentru a întrerupe alimentarea cu curent, scoateți ștecărul din priză. Când instalați produsul, asigurați-vă că ștecărul este ușor accesibil. [604, 1166, 843, 1183]
prohibition-icon [713, 276, 751, 314]
battery-list [1980, 214, 2239, 364]
caution-label: VÝSTRAHA NEBEZPEČENSTVO ÚRAZU ELEKTRICKÝM PRÚDOM NEOTVÁRAJTE [80, 835, 219, 871]
note-line [1810, 999, 2247, 1000]
spec-romanian [338, 126, 547, 285]
lang-heading: SIOVENČINA [104, 476, 313, 493]
disposal-heading: Disposal of waste batteries/accumulators [1423, 201, 1598, 212]
warning-paragraph: To disconnect power from the mains, pull out the mains cord plug. When installing the product, ensure that the plug is easily accessible. [1158, 496, 1390, 514]
note-line [1810, 1505, 2247, 1506]
crossed-bin-icon [1426, 1008, 1448, 1036]
contact-block [1423, 450, 1657, 498]
list-item: 4. The correct disposal of Your old batteries/accumulators will help to prevent potential negative consequences for the environment, animal and human health. [1455, 332, 1653, 360]
